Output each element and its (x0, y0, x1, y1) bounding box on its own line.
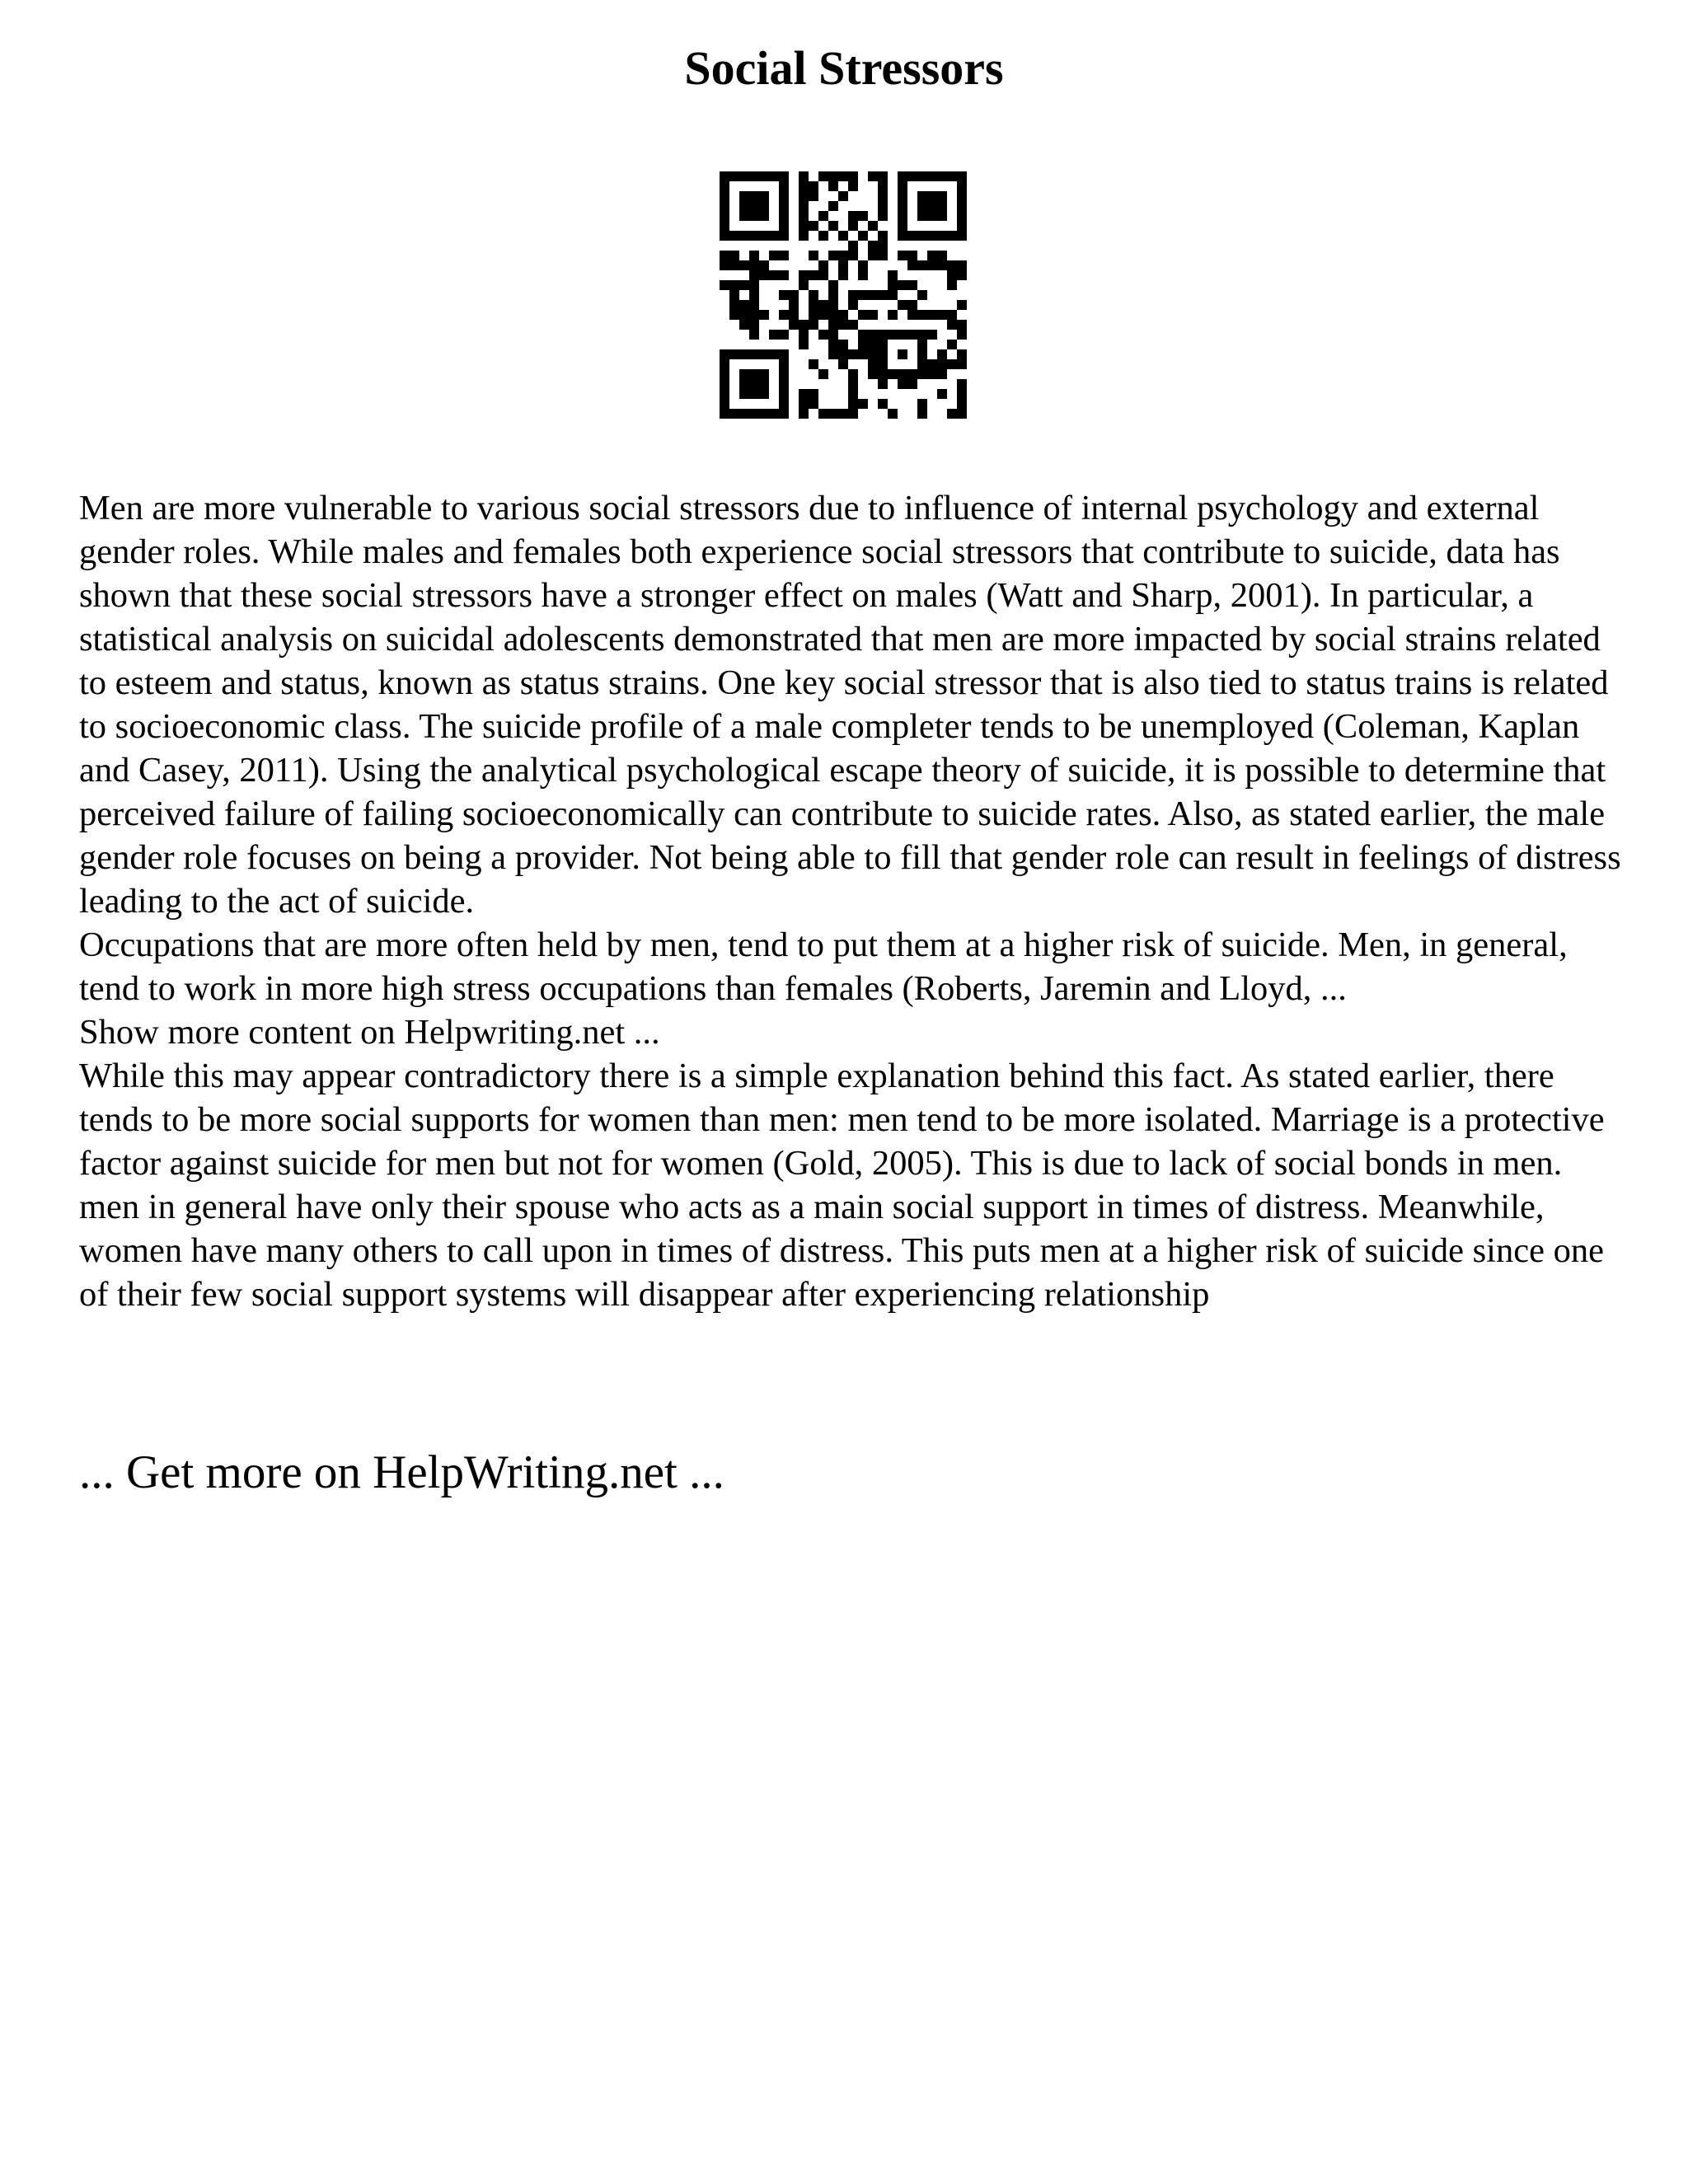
paragraph-occupations: Occupations that are more often held by men, tend to put them at a higher risk of suicide. Men, in general, tend to work in more high stress occupations than females (Roberts, Jaremin and Lloyd, ... (79, 926, 1568, 1008)
qr-code-icon (720, 171, 967, 419)
show-more-link[interactable]: Show more content on Helpwriting.net ... (79, 1013, 660, 1052)
get-more-link[interactable]: ... Get more on HelpWriting.net ... (79, 1446, 724, 1498)
paragraph-social-stressors: Men are more vulnerable to various social stressors due to influence of internal psychology and external gender roles. While males and females both experience social stressors that contribute to suicide, data has shown that these social stressors have a stronger effect on males (Watt and Sharp, 2001). In particular, a statistical analysis on suicidal adolescents demonstrated that men are more impacted by social strains related to esteem and status, known as status strains. One key social stressor that is also tied to status trains is related to socioeconomic class. The suicide profile of a male completer tends to be unemployed (Coleman, Kaplan and Casey, 2011). Using the analytical psychological escape theory of suicide, it is possible to determine that perceived failure of failing socioeconomically can contribute to suicide rates. Also, as stated earlier, the male gender role focuses on being a provider. Not being able to fill that gender role can result in feelings of distress leading to the act of suicide. (79, 489, 1621, 921)
qr-code (720, 171, 967, 419)
page-title: Social Stressors (684, 41, 1004, 95)
article-body (79, 486, 1629, 1316)
paragraph-marriage: While this may appear contradictory there is a simple explanation behind this fact. As stated earlier, there tends to be more social supports for women than men: men tend to be more isolated. Marriage is a protective factor against suicide for men but not for women (Gold, 2005). This is due to lack of social bonds in men. men in general have only their spouse who acts as a main social support in times of distress. Meanwhile, women have many others to call upon in times of distress. This puts men at a higher risk of suicide since one of their few social support systems will disappear after experiencing relationship (79, 1057, 1605, 1314)
